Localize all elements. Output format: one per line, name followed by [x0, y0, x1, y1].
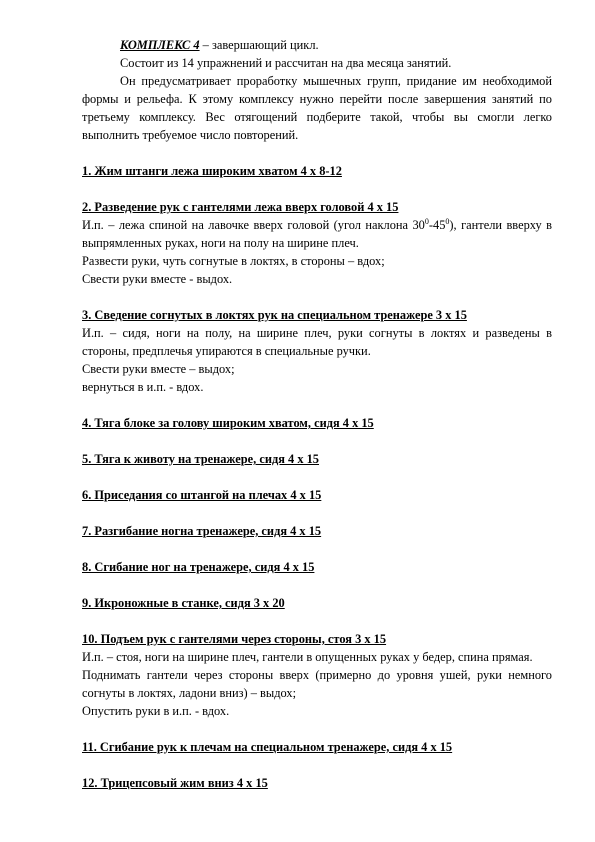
complex-title-rest: – завершающий цикл. [199, 38, 319, 52]
complex-title [82, 36, 552, 54]
exercise-heading-11: 11. Сгибание рук к плечам на специальном тренажере, сидя 4 х 15 [82, 740, 453, 754]
spacer [82, 720, 552, 738]
exercise-heading-10: 10. Подъем рук с гантелями через стороны, стоя 3 х 15 [82, 632, 387, 646]
exercise-10-step-1: Поднимать гантели через стороны вверх (примерно до уровня ушей, руки немного согнуты в локтях, ладони вниз) – выдох; [82, 668, 552, 700]
spacer [82, 432, 552, 450]
exercise-heading-8: 8. Сгибание ног на тренажере, сидя 4 х 15 [82, 560, 315, 574]
exercise-heading-7: 7. Разгибание ногна тренажере, сидя 4 х 15 [82, 524, 322, 538]
spacer [82, 396, 552, 414]
exercise-heading-1: 1. Жим штанги лежа широким хватом 4 х 8-12 [82, 164, 342, 178]
exercise-3-start-position: И.п. – сидя, ноги на полу, на ширине плеч, руки согнуты в локтях и разведены в стороны, предплечья упираются в специальные ручки. [82, 326, 552, 358]
intro-paragraph-1: Состоит из 14 упражнений и рассчитан на два месяца занятий. [120, 56, 452, 70]
spacer [82, 612, 552, 630]
spacer [82, 756, 552, 774]
spacer [82, 540, 552, 558]
exercise-heading-5: 5. Тяга к животу на тренажере, сидя 4 х 15 [82, 452, 320, 466]
exercise-2-start-text-c: ), гантели вверху в выпрямленных руках, ноги на полу на ширине плеч. [82, 218, 552, 250]
spacer [82, 288, 552, 306]
spacer [82, 468, 552, 486]
exercise-2-start-text-b: -45 [428, 218, 446, 232]
complex-title-bold: КОМПЛЕКС 4 [120, 38, 200, 52]
intro-paragraph-2: Он предусматривает проработку мышечных групп, придание им необходимой формы и рельефа. К этому комплексу нужно перейти после завершения занятий по третьему комплексу. Вес отягощений подберите такой, чтобы вы смогли легко выполнить требуемое число повторений. [82, 74, 552, 142]
exercise-2-step-1: Развести руки, чуть согнутые в локтях, в стороны – вдох; [82, 254, 385, 268]
exercise-2-step-2: Свести руки вместе - выдох. [82, 272, 233, 286]
exercise-heading-2: 2. Разведение рук с гантелями лежа вверх головой 4 х 15 [82, 200, 399, 214]
spacer [82, 144, 552, 162]
exercise-10-step-2: Опустить руки в и.п. - вдох. [82, 704, 230, 718]
exercise-2-start-text-a: И.п. – лежа спиной на лавочке вверх головой (угол наклона 30 [82, 218, 425, 232]
degree-sup-a: 0 [424, 216, 429, 226]
exercise-heading-4: 4. Тяга блоке за голову широким хватом, сидя 4 х 15 [82, 416, 374, 430]
exercise-heading-9: 9. Икроножные в станке, сидя 3 х 20 [82, 596, 285, 610]
spacer [82, 504, 552, 522]
spacer [82, 180, 552, 198]
exercise-heading-3: 3. Сведение согнутых в локтях рук на специальном тренажере 3 х 15 [82, 308, 467, 322]
document-page [82, 36, 552, 792]
exercise-heading-6: 6. Приседания со штангой на плечах 4 х 15 [82, 488, 322, 502]
degree-sup-b: 0 [445, 216, 450, 226]
exercise-2-start-position [82, 216, 552, 252]
spacer [82, 576, 552, 594]
exercise-10-start-position: И.п. – стоя, ноги на ширине плеч, гантели в опущенных руках у бедер, спина прямая. [82, 650, 533, 664]
exercise-3-step-2: вернуться в и.п. - вдох. [82, 380, 204, 394]
exercise-heading-12: 12. Трицепсовый жим вниз 4 х 15 [82, 776, 268, 790]
exercise-3-step-1: Свести руки вместе – выдох; [82, 362, 235, 376]
